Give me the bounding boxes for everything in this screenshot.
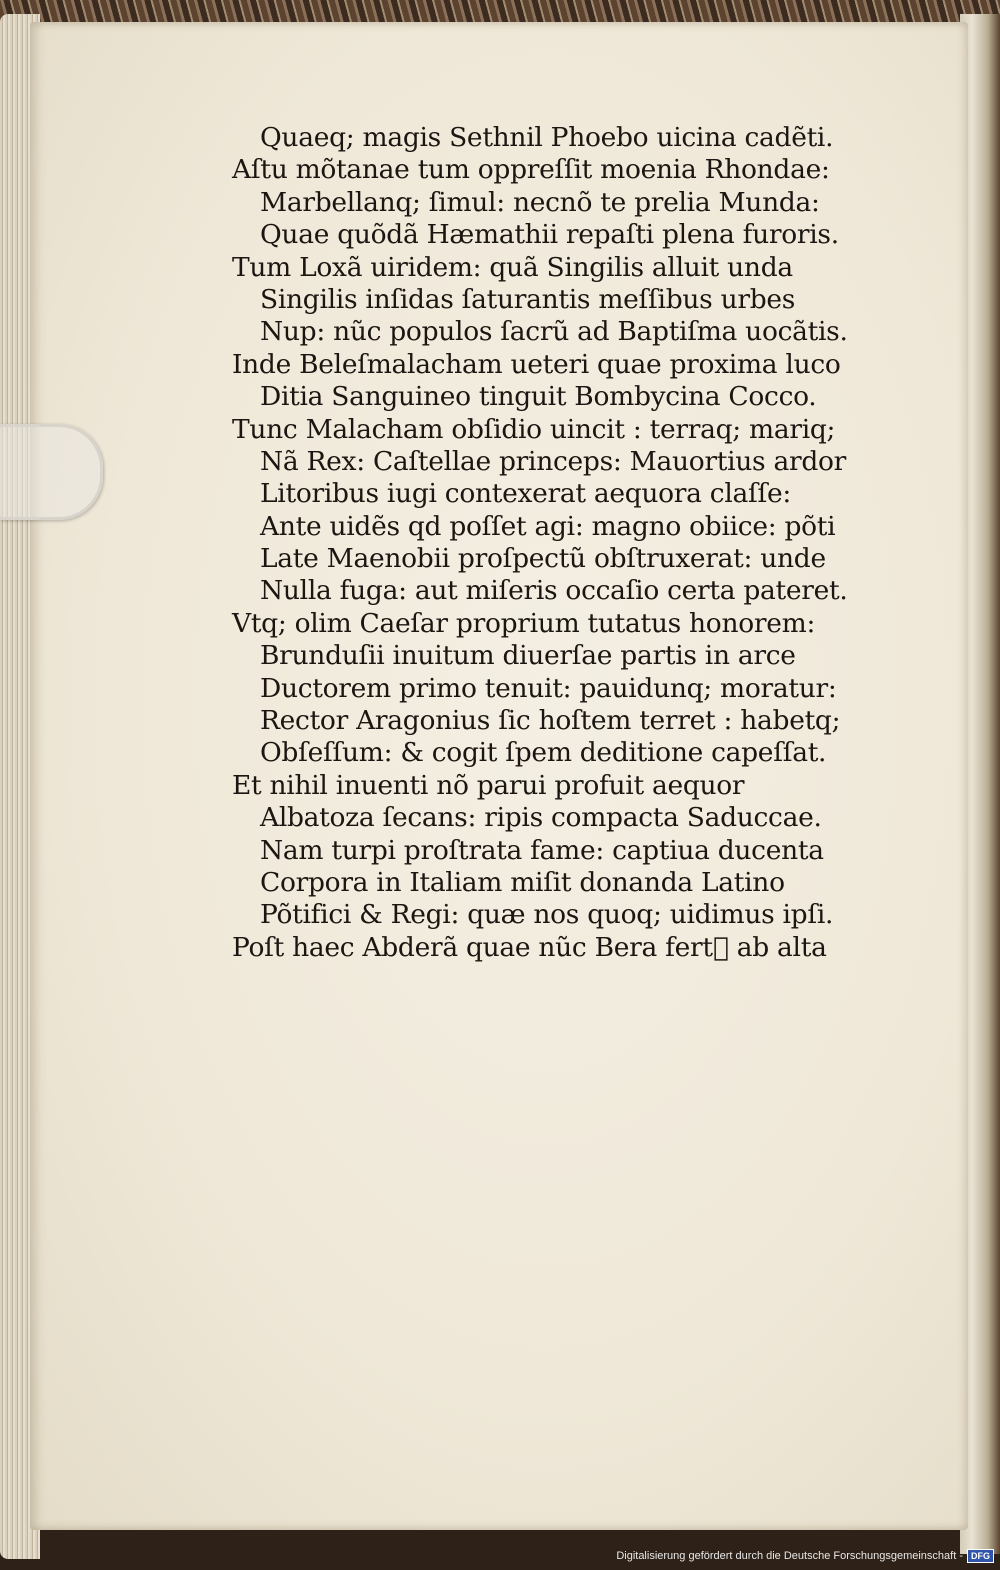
verse-line: Rector Aragonius ſic hoſtem terret : habetq; — [260, 705, 841, 737]
verse-line: Ante uidẽs qd poſſet agi: magno obiice: põti — [260, 510, 836, 542]
verse-text — [232, 122, 932, 964]
verse-line: Nã Rex: Caſtellae princeps: Mauortius ardor — [260, 445, 847, 477]
verse-line: Marbellanq; ſimul: necnõ te prelia Munda: — [260, 186, 820, 218]
verse-line: Obſeſſum: & cogit ſpem deditione capeſſat. — [260, 737, 827, 769]
verse-line: Poſt haec Abderã quae nũc Bera fertᷣ ab alta — [232, 931, 827, 963]
verse-line: Tum Loxã uiridem: quã Singilis alluit unda — [232, 251, 793, 283]
page-clip — [0, 424, 103, 520]
verse-line: Tunc Malacham obſidio uincit : terraq; mariq; — [232, 413, 836, 445]
digitization-footer — [616, 1548, 994, 1564]
marbled-cover — [0, 0, 1000, 22]
verse-line: Late Maenobii proſpectũ obſtruxerat: unde — [260, 543, 826, 575]
verse-line: Ditia Sanguineo tinguit Bombycina Cocco. — [260, 381, 817, 413]
verse-line: Quae quõdã Hæmathii repaſti plena furoris. — [260, 219, 839, 251]
verse-line: Et nihil inuenti nõ parui profuit aequor — [232, 769, 745, 801]
verse-line: Albatoza ſecans: ripis compacta Saduccae. — [260, 802, 822, 834]
verse-line: Singilis inſidas ſaturantis meſſibus urbes — [260, 283, 796, 315]
dfg-logo-icon: DFG — [967, 1549, 994, 1563]
verse-line: Nulla fuga: aut miſeris occaſio certa pateret. — [260, 575, 848, 607]
verse-line: Corpora in Italiam miſit donanda Latino — [260, 866, 785, 898]
footer-credit: Digitalisierung gefördert durch die Deutsche Forschungsgemeinschaft - — [616, 1550, 963, 1562]
verse-line: Litoribus iugi contexerat aequora claſſe: — [260, 478, 792, 510]
verse-line: Quaeq; magis Sethnil Phoebo uicina cadẽti. — [260, 122, 834, 153]
verse-line: Nam turpi proſtrata fame: captiua ducenta — [260, 834, 824, 866]
verse-line: Vtq; olim Caeſar proprium tutatus honorem: — [232, 607, 816, 639]
verse-line: Ductorem primo tenuit: pauidunq; moratur: — [260, 672, 837, 704]
verse-line: Põtifici & Regi: quæ nos quoq; uidimus ipſi. — [260, 899, 834, 931]
verse-line: Brunduſii inuitum diuerſae partis in arce — [260, 640, 796, 672]
verse-line: Inde Beleſmalacham ueteri quae proxima luco — [232, 348, 841, 380]
verse-line: Aſtu mõtanae tum oppreſſit moenia Rhondae: — [232, 154, 830, 186]
verse-line: Nup: nũc populos ſacrũ ad Baptiſma uocãtis. — [260, 316, 848, 348]
